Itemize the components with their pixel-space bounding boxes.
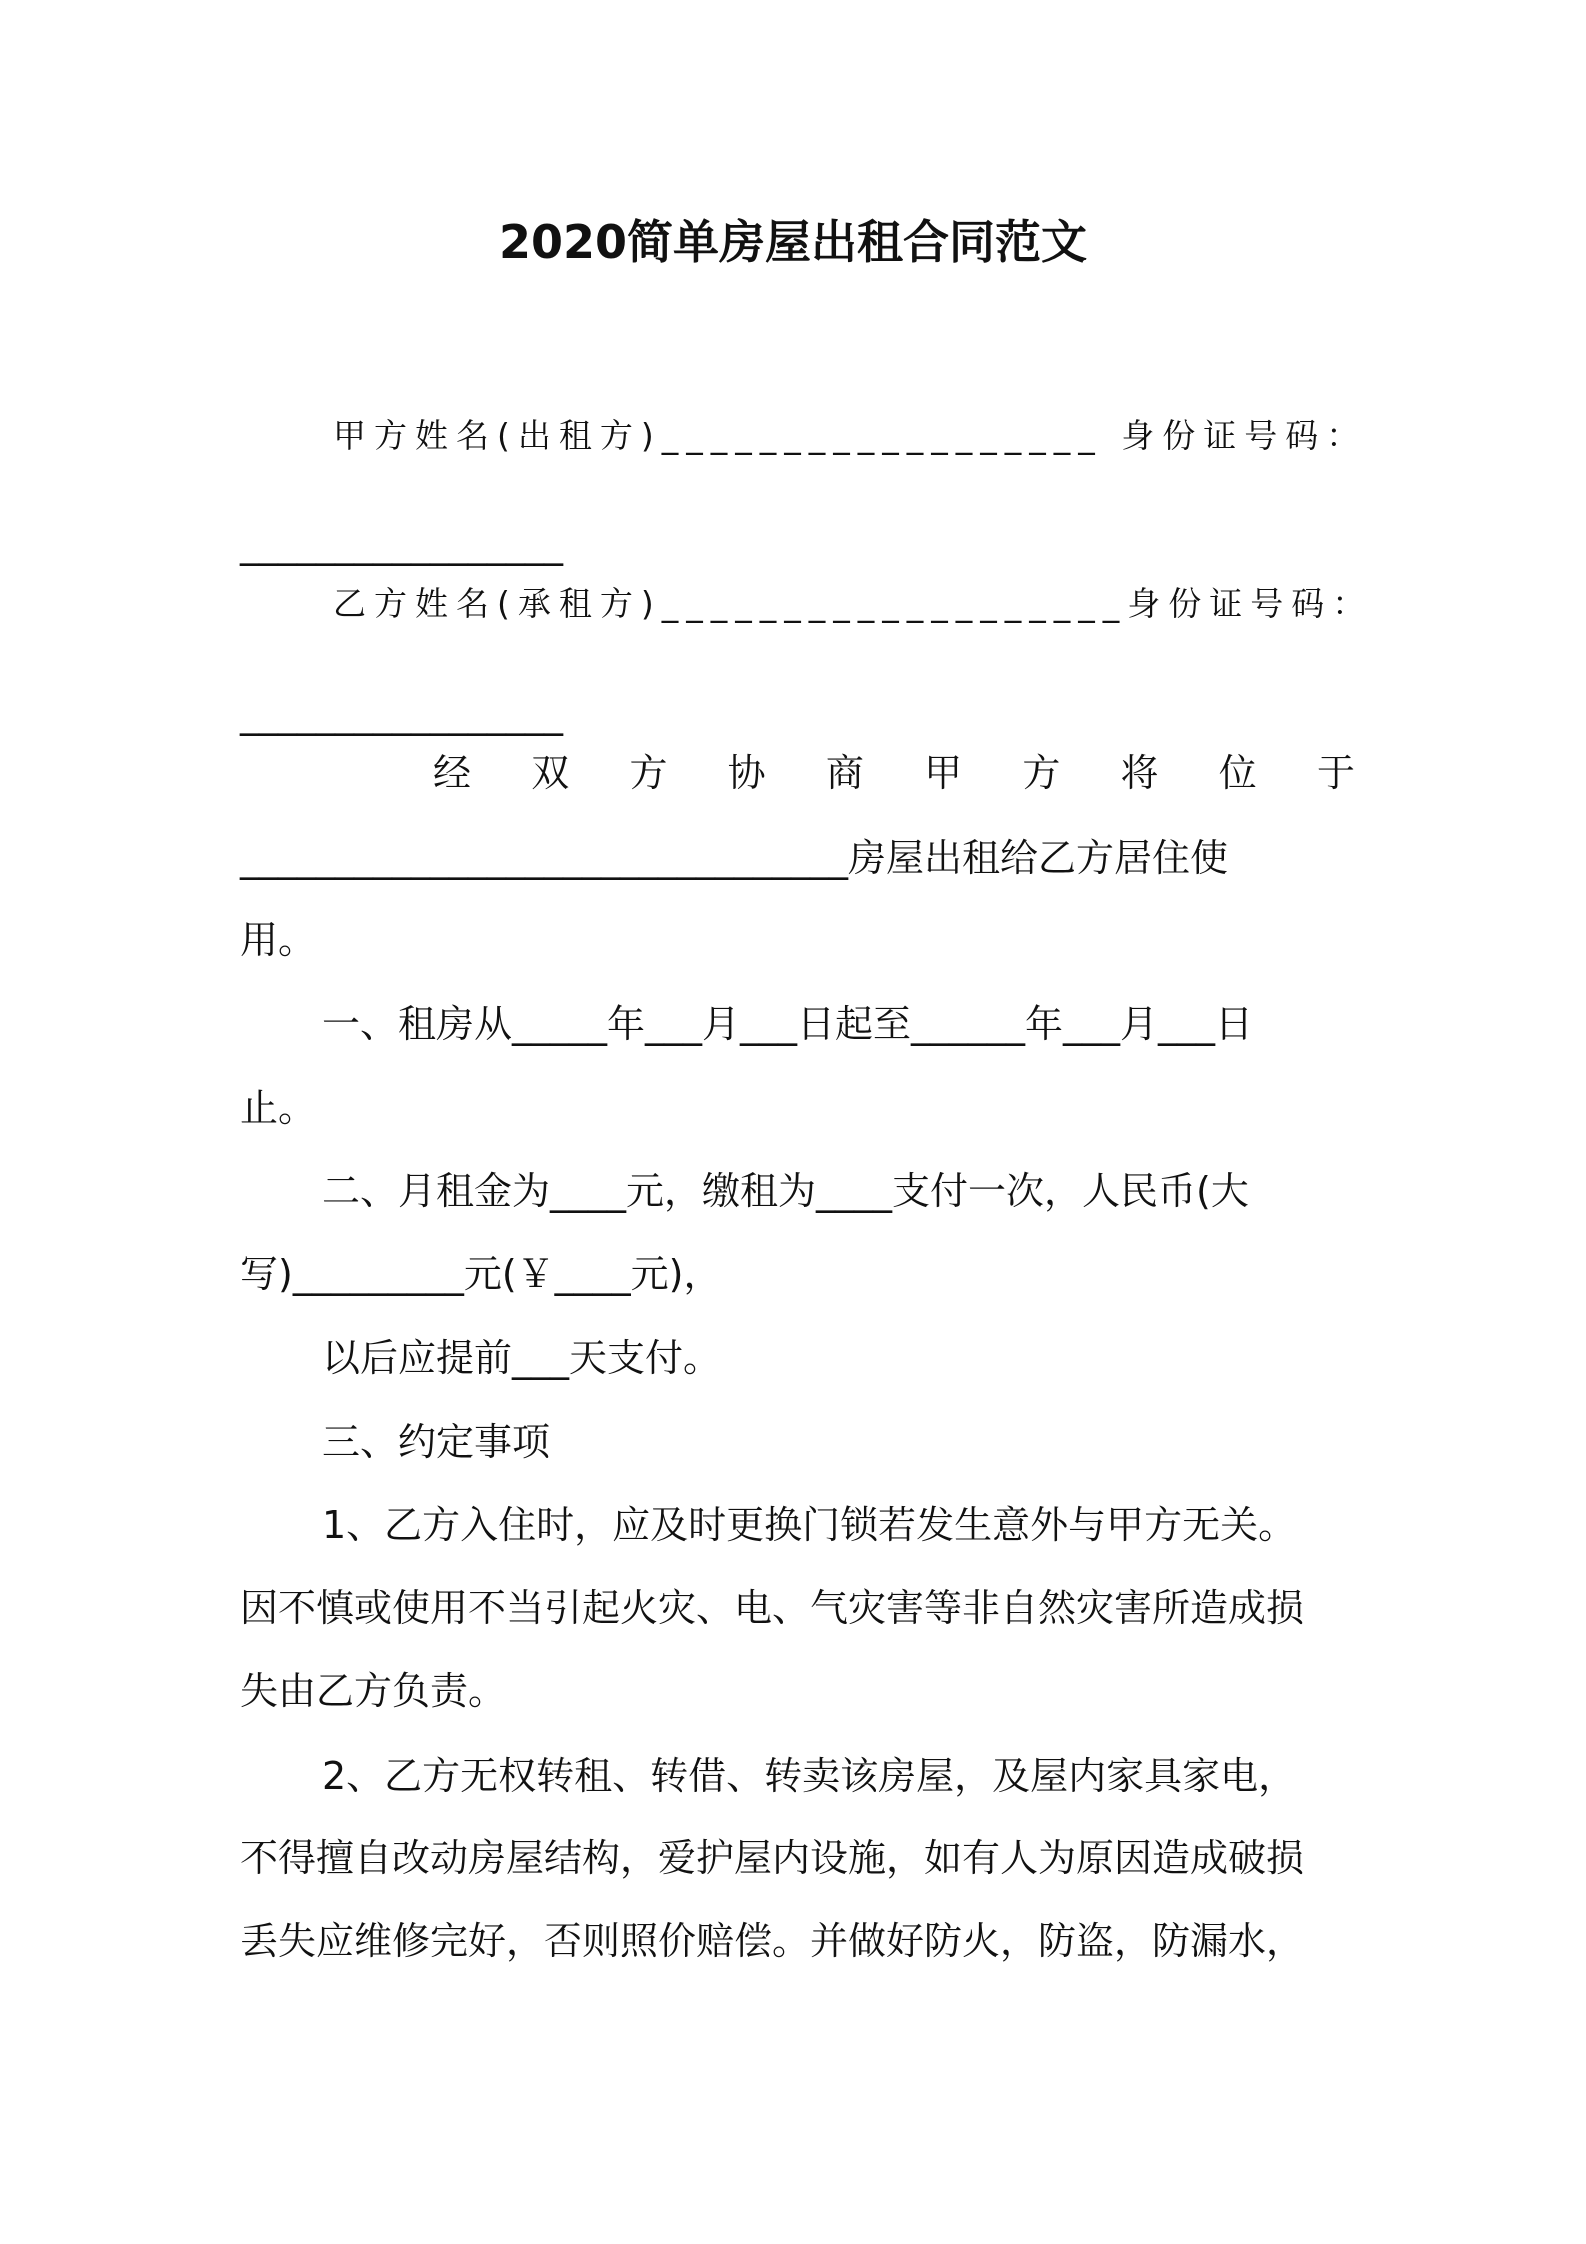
clause-2-line-1: 二、月租金为____元，缴租为____支付一次，人民币(大 <box>322 1169 1249 1213</box>
agreement-continued: ________________________________房屋出租给乙方居住使 <box>240 836 1229 880</box>
agreement-word: 于 <box>1316 751 1355 795</box>
clause-1-line-1: 一、租房从_____年___月___日起至______年___月___日 <box>322 1002 1254 1046</box>
document-title: 2020简单房屋出租合同范文 <box>498 215 1088 269</box>
clause-2-line-2: 写)_________元(￥____元)， <box>240 1252 722 1296</box>
agreement-word: 商 <box>825 751 864 795</box>
clause-1-line-2: 止。 <box>240 1086 317 1130</box>
item-1-line-2: 因不慎或使用不当引起火灾、电、气灾害等非自然灾害所造成损 <box>240 1586 1305 1630</box>
item-2-line-3: 丢失应维修完好，否则照价赔偿。并做好防火，防盗，防漏水， <box>240 1919 1305 1963</box>
agreement-word: 将 <box>1120 751 1159 795</box>
item-2-line-1: 2、乙方无权转租、转借、转卖该房屋，及屋内家具家电， <box>322 1754 1297 1798</box>
party-a-id-blank: _________________ <box>240 522 563 566</box>
party-b-line: 乙方姓名(承租方)___________________身份证号码： <box>333 584 1374 623</box>
agreement-word: 位 <box>1218 751 1257 795</box>
agreement-line <box>433 745 1355 801</box>
agreement-word: 协 <box>727 751 766 795</box>
item-1-line-1: 1、乙方入住时，应及时更换门锁若发生意外与甲方无关。 <box>322 1503 1297 1547</box>
party-b-id-blank: _________________ <box>240 692 563 736</box>
agreement-word: 方 <box>1022 751 1061 795</box>
item-1-line-3: 失由乙方负责。 <box>240 1669 507 1713</box>
agreement-word: 经 <box>433 751 472 795</box>
agreement-word: 方 <box>629 751 668 795</box>
section-3-heading: 三、约定事项 <box>322 1420 551 1464</box>
party-a-line: 甲方姓名(出租方)__________________ 身份证号码： <box>333 416 1368 455</box>
agreement-word: 双 <box>531 751 570 795</box>
agreement-end: 用。 <box>240 918 317 962</box>
agreement-word: 甲 <box>924 751 963 795</box>
clause-2-line-3: 以后应提前___天支付。 <box>322 1336 722 1380</box>
item-2-line-2: 不得擅自改动房屋结构，爱护屋内设施，如有人为原因造成破损 <box>240 1836 1305 1880</box>
